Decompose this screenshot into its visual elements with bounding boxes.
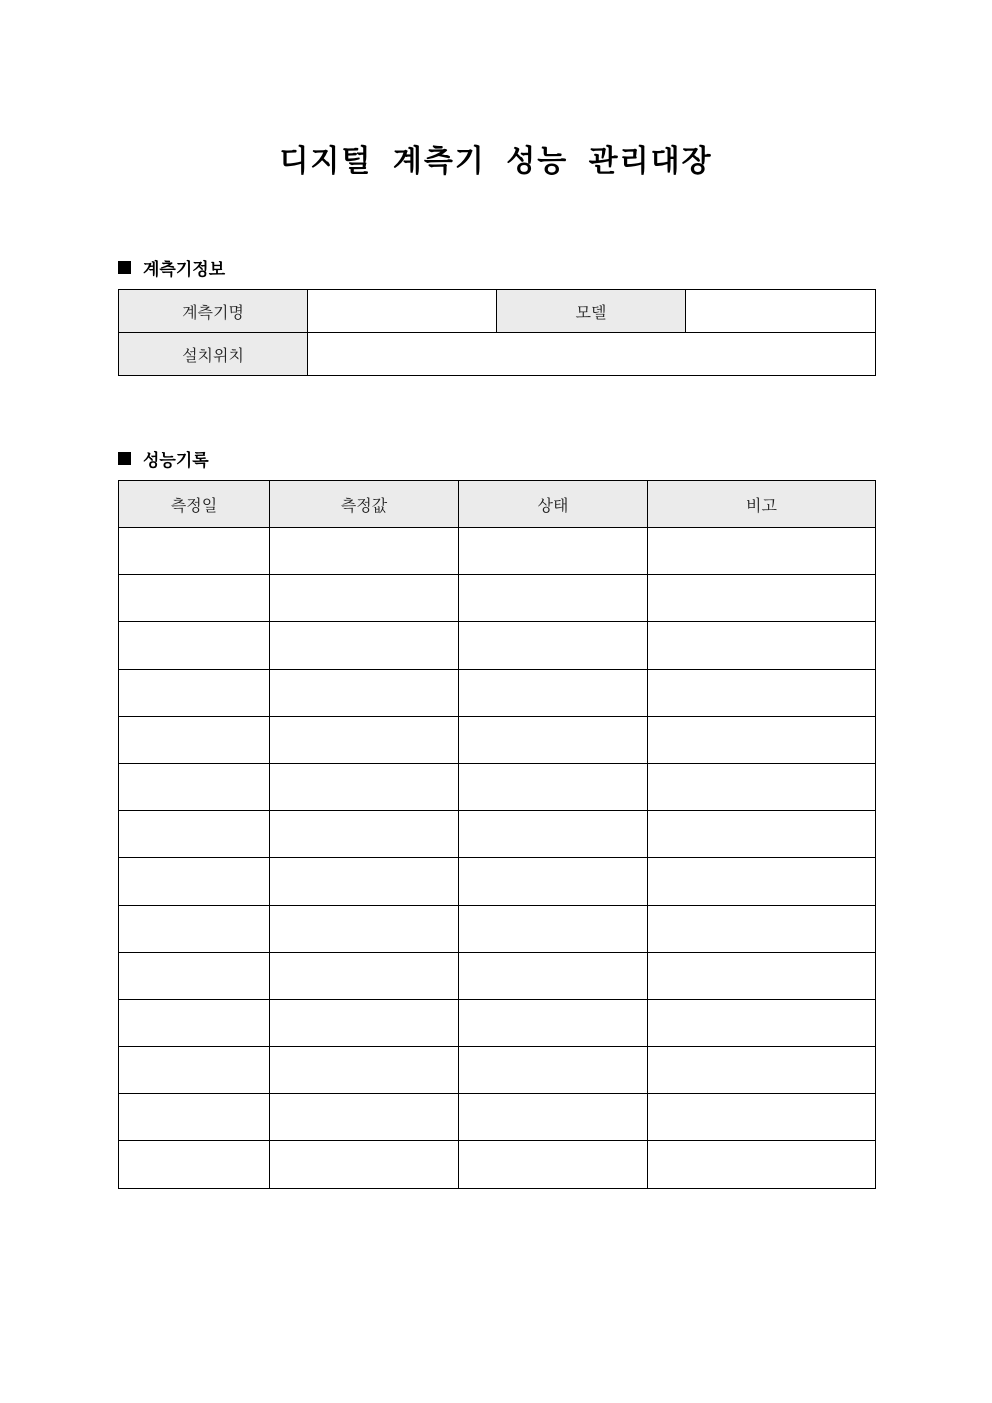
note-cell[interactable] bbox=[648, 622, 876, 669]
date-cell[interactable] bbox=[119, 763, 270, 810]
note-cell[interactable] bbox=[648, 1094, 876, 1141]
value-cell[interactable] bbox=[270, 575, 459, 622]
date-cell[interactable] bbox=[119, 575, 270, 622]
date-cell[interactable] bbox=[119, 999, 270, 1046]
status-cell[interactable] bbox=[459, 763, 648, 810]
table-row bbox=[119, 905, 876, 952]
square-bullet-icon bbox=[118, 261, 131, 274]
section-heading-label: 성능기록 bbox=[143, 451, 209, 471]
status-cell[interactable] bbox=[459, 999, 648, 1046]
date-cell[interactable] bbox=[119, 952, 270, 999]
page-title: 디지털 계측기 성능 관리대장 bbox=[279, 144, 713, 179]
note-cell[interactable] bbox=[648, 811, 876, 858]
note-cell[interactable] bbox=[648, 575, 876, 622]
column-header-date: 측정일 bbox=[119, 481, 270, 528]
value-cell[interactable] bbox=[270, 858, 459, 905]
note-cell[interactable] bbox=[648, 716, 876, 763]
note-cell[interactable] bbox=[648, 858, 876, 905]
status-cell[interactable] bbox=[459, 1141, 648, 1188]
table-row bbox=[119, 1047, 876, 1094]
value-cell[interactable] bbox=[270, 1047, 459, 1094]
note-cell[interactable] bbox=[648, 905, 876, 952]
performance-record-table bbox=[118, 480, 876, 1189]
table-row bbox=[119, 999, 876, 1046]
label-location: 설치위치 bbox=[119, 333, 308, 376]
date-cell[interactable] bbox=[119, 858, 270, 905]
status-cell[interactable] bbox=[459, 622, 648, 669]
status-cell[interactable] bbox=[459, 952, 648, 999]
table-row bbox=[119, 528, 876, 575]
note-cell[interactable] bbox=[648, 763, 876, 810]
date-cell[interactable] bbox=[119, 622, 270, 669]
table-row bbox=[119, 1094, 876, 1141]
column-header-value: 측정값 bbox=[270, 481, 459, 528]
date-cell[interactable] bbox=[119, 811, 270, 858]
column-header-status: 상태 bbox=[459, 481, 648, 528]
note-cell[interactable] bbox=[648, 999, 876, 1046]
date-cell[interactable] bbox=[119, 528, 270, 575]
instrument-info-table bbox=[118, 289, 876, 376]
status-cell[interactable] bbox=[459, 669, 648, 716]
value-cell[interactable] bbox=[270, 763, 459, 810]
label-instrument-name: 계측기명 bbox=[119, 290, 308, 333]
model-field[interactable] bbox=[686, 290, 876, 333]
value-cell[interactable] bbox=[270, 716, 459, 763]
status-cell[interactable] bbox=[459, 905, 648, 952]
section-heading-performance bbox=[118, 446, 209, 471]
table-row bbox=[119, 333, 876, 376]
note-cell[interactable] bbox=[648, 1047, 876, 1094]
value-cell[interactable] bbox=[270, 905, 459, 952]
date-cell[interactable] bbox=[119, 1047, 270, 1094]
note-cell[interactable] bbox=[648, 952, 876, 999]
table-row bbox=[119, 290, 876, 333]
value-cell[interactable] bbox=[270, 528, 459, 575]
section-heading-info bbox=[118, 255, 225, 280]
date-cell[interactable] bbox=[119, 669, 270, 716]
date-cell[interactable] bbox=[119, 716, 270, 763]
status-cell[interactable] bbox=[459, 716, 648, 763]
status-cell[interactable] bbox=[459, 811, 648, 858]
table-row bbox=[119, 858, 876, 905]
status-cell[interactable] bbox=[459, 858, 648, 905]
square-bullet-icon bbox=[118, 452, 131, 465]
status-cell[interactable] bbox=[459, 528, 648, 575]
note-cell[interactable] bbox=[648, 669, 876, 716]
table-row bbox=[119, 575, 876, 622]
location-field[interactable] bbox=[308, 333, 876, 376]
value-cell[interactable] bbox=[270, 999, 459, 1046]
table-header-row bbox=[119, 481, 876, 528]
status-cell[interactable] bbox=[459, 1094, 648, 1141]
column-header-note: 비고 bbox=[648, 481, 876, 528]
status-cell[interactable] bbox=[459, 575, 648, 622]
value-cell[interactable] bbox=[270, 952, 459, 999]
table-row bbox=[119, 622, 876, 669]
table-row bbox=[119, 763, 876, 810]
value-cell[interactable] bbox=[270, 1094, 459, 1141]
value-cell[interactable] bbox=[270, 622, 459, 669]
table-row bbox=[119, 952, 876, 999]
value-cell[interactable] bbox=[270, 669, 459, 716]
date-cell[interactable] bbox=[119, 1094, 270, 1141]
note-cell[interactable] bbox=[648, 1141, 876, 1188]
status-cell[interactable] bbox=[459, 1047, 648, 1094]
table-row bbox=[119, 811, 876, 858]
section-heading-label: 계측기정보 bbox=[143, 260, 226, 280]
label-model: 모델 bbox=[497, 290, 686, 333]
table-row bbox=[119, 1141, 876, 1188]
note-cell[interactable] bbox=[648, 528, 876, 575]
date-cell[interactable] bbox=[119, 1141, 270, 1188]
instrument-name-field[interactable] bbox=[308, 290, 497, 333]
table-row bbox=[119, 669, 876, 716]
value-cell[interactable] bbox=[270, 1141, 459, 1188]
value-cell[interactable] bbox=[270, 811, 459, 858]
date-cell[interactable] bbox=[119, 905, 270, 952]
table-row bbox=[119, 716, 876, 763]
